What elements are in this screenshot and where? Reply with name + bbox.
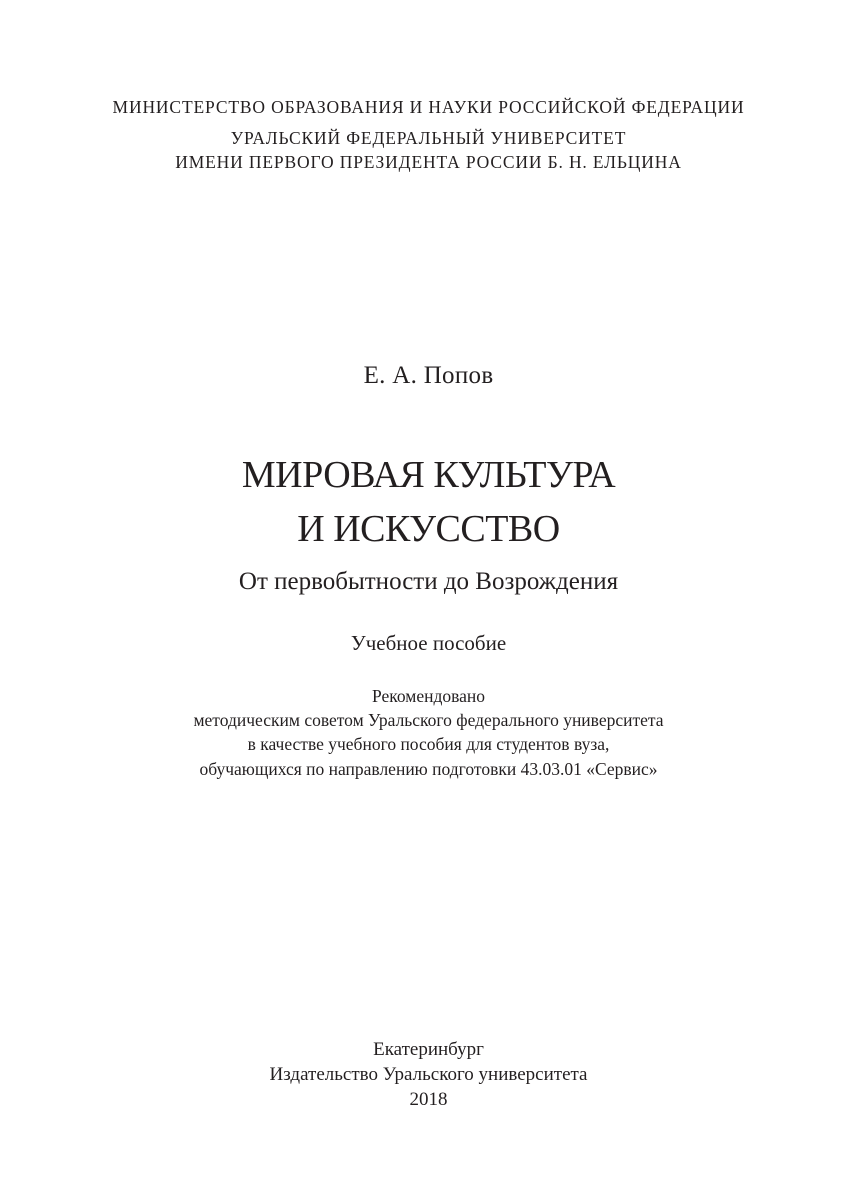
recommendation-line-3: в качестве учебного пособия для студентов вуза, [247, 734, 610, 754]
imprint-city: Екатеринбург [373, 1039, 484, 1060]
imprint-year: 2018 [409, 1089, 448, 1110]
recommendation-line-2: методическим советом Уральского федерального университета [193, 710, 664, 730]
book-title-line-1: МИРОВАЯ КУЛЬТУРА [241, 454, 616, 496]
author-name: Е. А. Попов [363, 362, 494, 389]
imprint-publisher: Издательство Уральского университета [269, 1064, 588, 1085]
ministry-name: МИНИСТЕРСТВО ОБРАЗОВАНИЯ И НАУКИ РОССИЙСКОЙ ФЕДЕРАЦИИ [112, 97, 745, 117]
book-subtitle: От первобытности до Возрождения [238, 568, 619, 595]
university-name-line-1: УРАЛЬСКИЙ ФЕДЕРАЛЬНЫЙ УНИВЕРСИТЕТ [230, 128, 627, 148]
university-name-line-2: ИМЕНИ ПЕРВОГО ПРЕЗИДЕНТА РОССИИ Б. Н. ЕЛЬЦИНА [175, 152, 682, 172]
recommendation-line-1: Рекомендовано [371, 686, 486, 706]
book-type: Учебное пособие [350, 631, 507, 655]
book-title-line-2: И ИСКУССТВО [297, 508, 560, 550]
recommendation-line-4: обучающихся по направлению подготовки 43.03.01 «Сервис» [199, 759, 658, 779]
